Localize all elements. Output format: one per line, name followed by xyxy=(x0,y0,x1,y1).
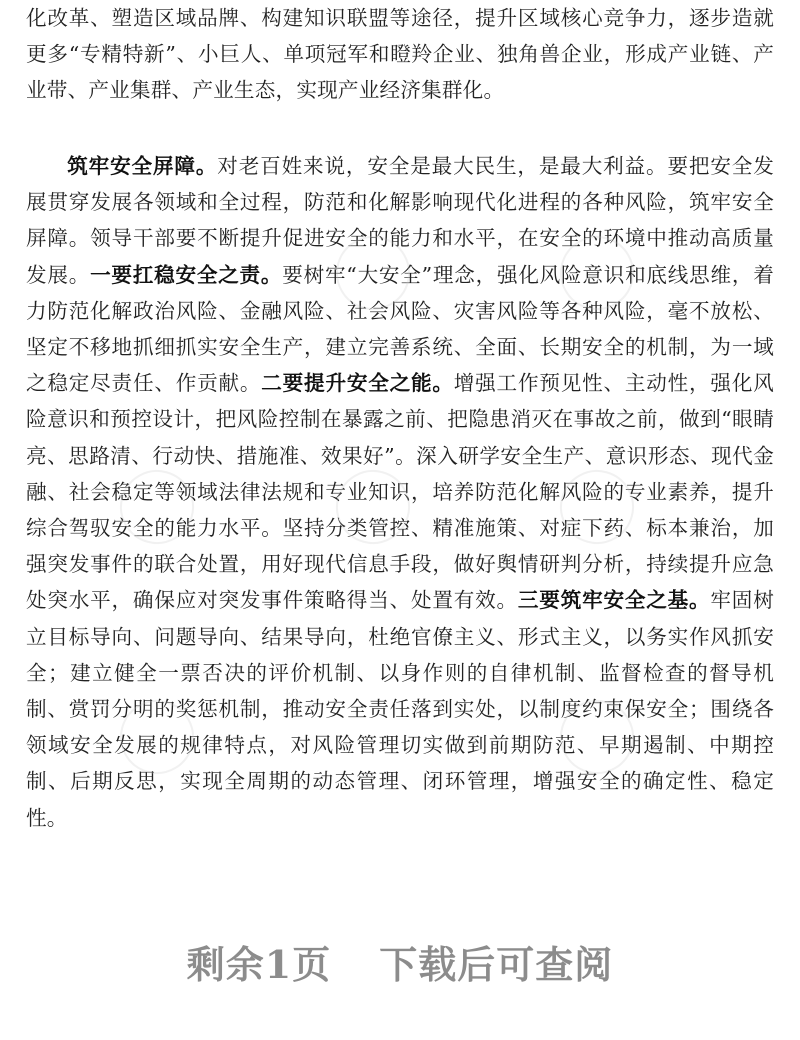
point-one-heading: 一要扛稳安全之责。 xyxy=(90,262,283,287)
download-prompt[interactable] xyxy=(0,934,800,989)
download-hint-label: 下载后可查阅 xyxy=(379,942,614,987)
point-three-heading: 三要筑牢安全之基。 xyxy=(517,588,711,613)
heading-safety-barrier: 筑牢安全屏障。 xyxy=(67,154,218,178)
remaining-pages-label: 剩余1页 xyxy=(186,942,332,987)
safety-intro-text: 对老百姓来说，安全是最大民生，是最大利益。要把安全发展贯穿发展各领域和全过程，防范和化解影响现代化进程的各种风险，筑牢安全屏障。领导干部要不断提升促进安全的能力和水平，在安全的环境中推动高质量发展。 xyxy=(26,154,775,287)
paragraph-safety-barrier xyxy=(26,148,774,836)
paragraph-industry-cluster: 化改革、塑造区域品牌、构建知识联盟等途径，提升区域核心竞争力，逐步造就更多“专精特新”、小巨人、单项冠军和瞪羚企业、独角兽企业，形成产业链、产业带、产业集群、产业生态，实现产业经济集群化。 xyxy=(26,6,774,103)
point-two-heading: 二要提升安全之能。 xyxy=(261,371,454,396)
point-three-text: 牢固树立目标导向、问题导向、结果导向，杜绝官僚主义、形式主义，以务实作风抓安全；建立健全一票否决的评价机制、以身作则的自律机制、监督检查的督导机制、赏罚分明的奖惩机制，推动安全责任落到实处，以制度约束保安全；围绕各领域安全发展的规律特点，对风险管理切实做到前期防范、早期遏制、中期控制、后期反思，实现全周期的动态管理、闭环管理，增强安全的确定性、稳定性。 xyxy=(26,588,774,830)
point-two-text: 增强工作预见性、主动性，强化风险意识和预控设计，把风险控制在暴露之前、把隐患消灭在事故之前，做到“眼睛亮、思路清、行动快、措施准、效果好”。深入研学安全生产、意识形态、现代金融、社会稳定等领域法律法规和专业知识，培养防范化解风险的专业素养，提升综合驾驭安全的能力水平。坚持分类管控、精准施策、对症下药、标本兼治，加强突发事件的联合处置，用好现代信息手段，做好舆情研判分析，持续提升应急处突水平，确保应对突发事件策略得当、处置有效。 xyxy=(26,371,775,613)
point-one-text: 要树牢“大安全”理念，强化风险意识和底线思维，着力防范化解政治风险、金融风险、社会风险、灾害风险等各种风险，毫不放松、坚定不移地抓细抓实安全生产，建立完善系统、全面、长期安全的机制，为一域之稳定尽责任、作贡献。 xyxy=(26,262,774,396)
